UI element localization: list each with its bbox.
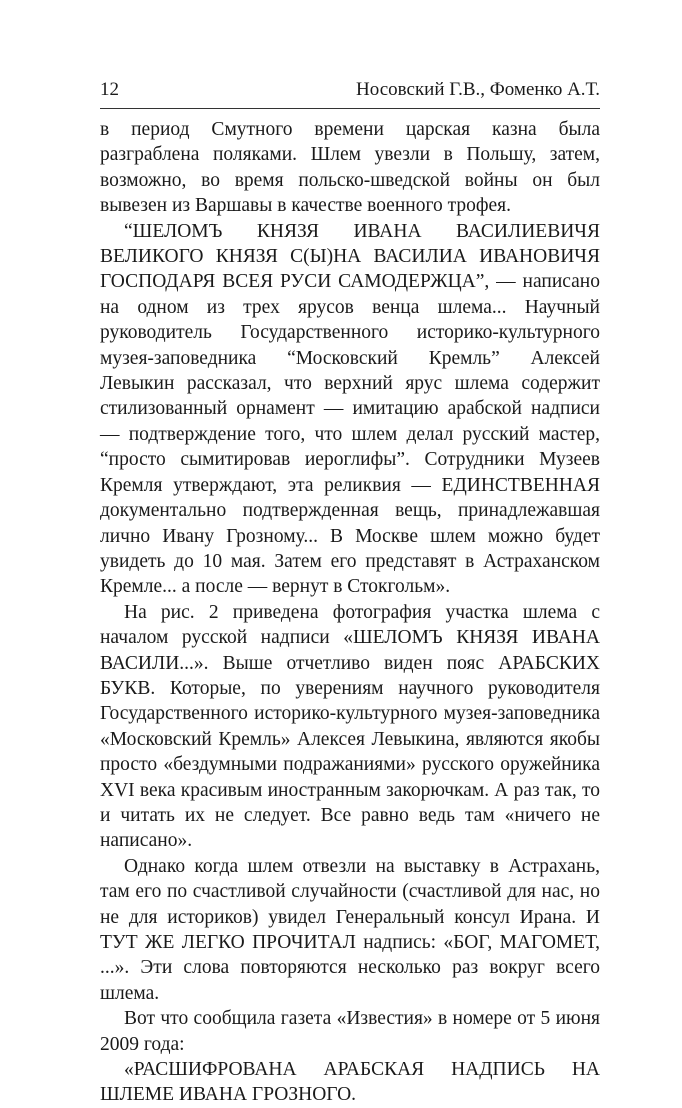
paragraph-iran-consul: Однако когда шлем отвезли на выставку в Астрахань, там его по счастливой случайности (счастливой для нас, но не для историков) увидел Генеральный консул Ирана. И ТУТ ЖЕ ЛЕГКО ПРОЧИТАЛ надпись: «БОГ, МАГОМЕТ, ...». Эти слова повторяются несколько раз вокруг всего шлема. <box>100 855 600 1004</box>
running-head-authors: Носовский Г.В., Фоменко А.Т. <box>356 79 600 100</box>
paragraph-continuation: в период Смутного времени царская казна была разграблена поляками. Шлем увезли в Польшу, затем, возможно, во время польско-шведской войны он был вывезен из Варшавы в качестве военного трофея. <box>100 119 600 217</box>
paragraph-quote-inscription: “ШЕЛОМЪ КНЯЗЯ ИВАНА ВАСИЛИЕВИЧЯ ВЕЛИКОГО КНЯЗЯ С(Ы)НА ВАСИЛИА ИВАНОВИЧЯ ГОСПОДАРЯ ВСЕЯ РУСИ САМОДЕРЖЦА”, — написано на одном из трех ярусов венца шлема... Научный руководитель Государственного историко-культурного музея-заповедника “Московский Кремль” Алексей Левыкин рассказал, что верхний ярус шлема содержит стилизованный орнамент — имитацию арабской надписи — подтверждение того, что шлем делал русский мастер, “просто сымитировав иероглифы”. Сотрудники Музеев Кремля утверждают, эта реликвия — ЕДИНСТВЕННАЯ документально подтвержденная вещь, принадлежавшая лично Ивану Грозному... В Москве шлем можно будет увидеть до 10 мая. Затем его представят в Астраханском Кремле... а после — вернут в Стокгольм». <box>100 220 600 598</box>
paragraph-figure-description: На рис. 2 приведена фотография участка шлема с началом русской надписи «ШЕЛОМЪ КНЯЗЯ ИВАНА ВАСИЛИ...». Выше отчетливо виден пояс АРАБСКИХ БУКВ. Которые, по уверениям научного руководителя Государственного историко-культурного музея-заповедника «Московский Кремль» Алексея Левыкина, являются якобы просто «бездумными подражаниями» русского оружейника XVI века красивым иностранным закорючкам. А раз так, то и читать их не следует. Все равно ведь там «ничего не написано». <box>100 601 600 852</box>
paragraph-izvestia-quote: «РАСШИФРОВАНА АРАБСКАЯ НАДПИСЬ НА ШЛЕМЕ ИВАНА ГРОЗНОГО. <box>100 1059 600 1106</box>
page-header <box>100 78 600 108</box>
paragraph-izvestia-intro: Вот что сообщила газета «Известия» в номере от 5 июня 2009 года: <box>100 1008 600 1055</box>
header-rule <box>100 108 600 109</box>
body-text <box>100 117 600 1108</box>
page-number: 12 <box>100 79 119 100</box>
